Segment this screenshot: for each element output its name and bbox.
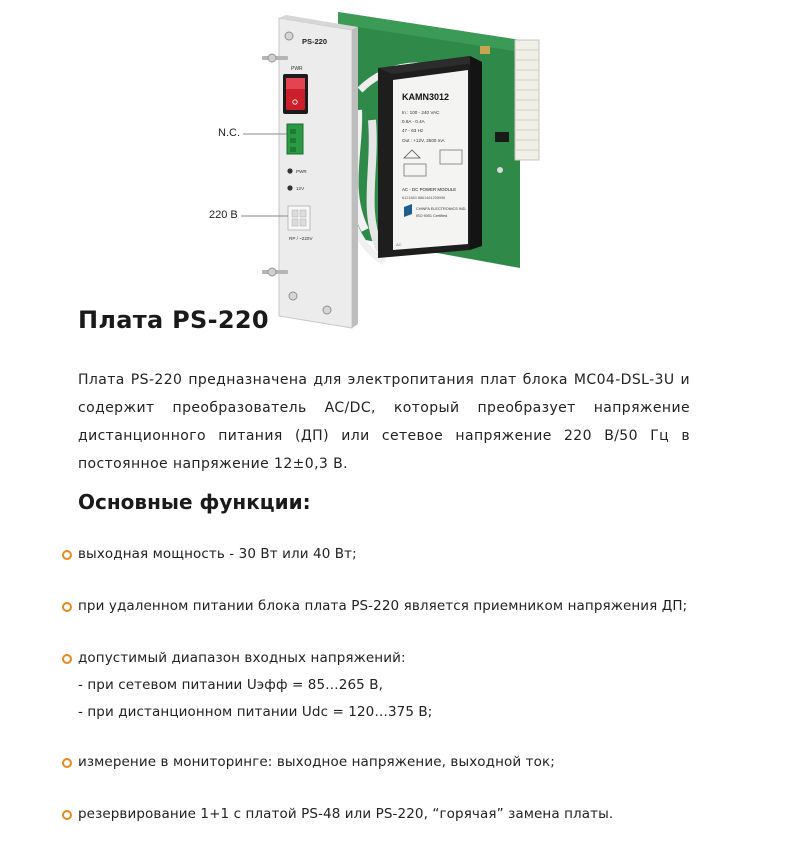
function-item-text: резервирование 1+1 с платой PS-48 или PS-220, “горячая” замена платы. <box>78 806 614 822</box>
svg-text:PWR: PWR <box>291 66 303 72</box>
svg-text:0.8A - 0.4A: 0.8A - 0.4A <box>402 119 425 124</box>
bullet-circle-icon <box>62 654 72 664</box>
bullet-circle-icon <box>62 550 72 560</box>
svg-text:Out : +12V, 2500 mA: Out : +12V, 2500 mA <box>402 138 445 143</box>
nc-callout-label: N.C. <box>218 127 240 139</box>
v12-led <box>287 185 292 190</box>
svg-text:AC - DC POWER MODULE: AC - DC POWER MODULE <box>402 187 457 192</box>
svg-text:CHINFA ELECTRONICS IND.: CHINFA ELECTRONICS IND. <box>416 207 467 211</box>
function-item <box>62 593 782 620</box>
svg-text:PWR: PWR <box>296 169 307 174</box>
function-item-text: при удаленном питании блока плата PS-220 является приемником напряжения ДП; <box>78 598 688 614</box>
function-item <box>62 749 782 776</box>
svg-text:AC: AC <box>396 242 402 247</box>
product-photo <box>0 0 800 330</box>
power-callout-label: 220 В <box>209 209 238 221</box>
svg-text:12V: 12V <box>296 186 305 191</box>
page-title: Плата PS-220 <box>78 306 269 334</box>
module-part-number: KAMN3012 <box>402 92 450 102</box>
function-subitem: - при дистанционном питании Udc = 120…375 В; <box>78 704 433 720</box>
panel-model-label: PS-220 <box>302 37 328 46</box>
svg-text:In : 100 - 240 VAC: In : 100 - 240 VAC <box>402 110 440 115</box>
function-item-text: допустимый диапазон входных напряжений: <box>78 650 406 666</box>
function-item <box>62 801 782 828</box>
function-item <box>62 541 782 568</box>
function-item <box>62 645 782 726</box>
svg-text:47 - 63 Hz: 47 - 63 Hz <box>402 128 424 133</box>
svg-text:6121840 8861461205996: 6121840 8861461205996 <box>402 196 446 200</box>
function-item-text: измерение в мониторинге: выходное напряжение, выходной ток; <box>78 754 555 770</box>
functions-heading: Основные функции: <box>78 490 311 514</box>
svg-text:RP / ~220V: RP / ~220V <box>289 236 313 241</box>
pwr-led <box>287 168 292 173</box>
svg-text:ISO 9001 Certified: ISO 9001 Certified <box>416 214 448 218</box>
function-item-text: выходная мощность - 30 Вт или 40 Вт; <box>78 546 357 562</box>
bullet-circle-icon <box>62 602 72 612</box>
intro-paragraph: Плата PS-220 предназначена для электропитания плат блока МС04-DSL-3U и содержит преобразователь AC/DC, который преобразует напряжение дистанционного питания (ДП) или сетевое напряжение 220 В/50 Гц в постоянное напряжение 12±0,3 В. <box>78 372 690 472</box>
bullet-circle-icon <box>62 810 72 820</box>
power-connector <box>288 206 310 230</box>
bullet-circle-icon <box>62 758 72 768</box>
function-subitem: - при сетевом питании Uэфф = 85…265 В, <box>78 677 383 693</box>
